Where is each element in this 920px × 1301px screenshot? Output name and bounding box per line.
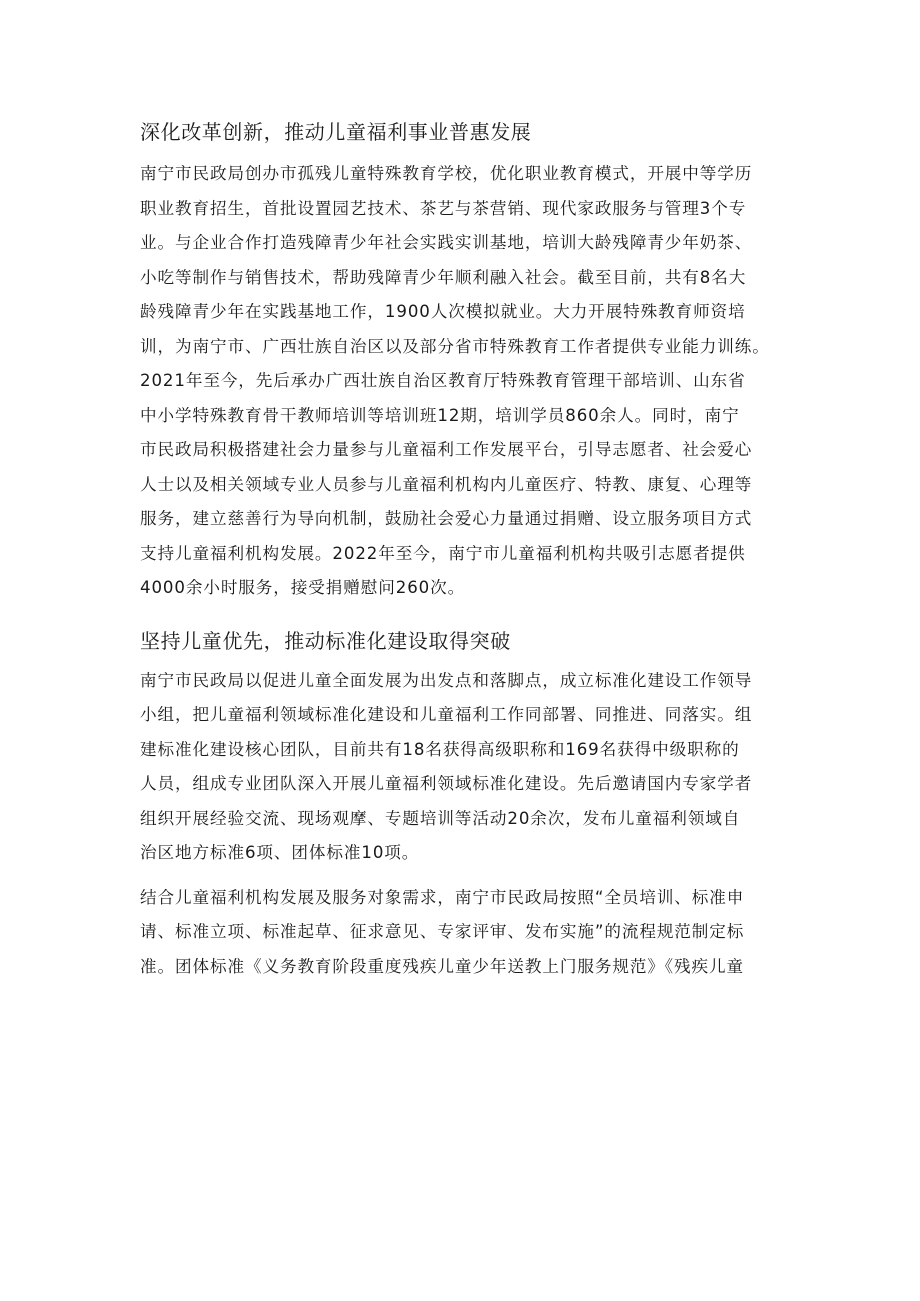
paragraph-line: 中小学特殊教育骨干教师培训等培训班12期，培训学员860余人。同时，南宁 — [140, 405, 740, 425]
body-paragraph — [140, 157, 780, 606]
paragraph-line: 小组，把儿童福利领域标准化建设和儿童福利工作同部署、同推进、同落实。组 — [140, 705, 753, 724]
paragraph-line: 龄残障青少年在实践基地工作，1900人次模拟就业。大力开展特殊教育师资培 — [140, 302, 746, 321]
paragraph-line: 请、标准立项、标准起草、征求意见、专家评审、发布实施”的流程规范制定标 — [140, 922, 745, 941]
paragraph-line: 准。团体标准《义务教育阶段重度残疾儿童少年送教上门服务规范》《残疾儿童 — [140, 956, 744, 976]
paragraph-line: 建标准化建设核心团队，目前共有18名获得高级职称和169名获得中级职称的 — [140, 739, 740, 759]
paragraph-line: 治区地方标准6项、团体标准10项。 — [140, 843, 420, 862]
body-paragraph — [140, 881, 780, 985]
paragraph-line: 服务，建立慈善行为导向机制，鼓励社会爱心力量通过捐赠、设立服务项目方式 — [140, 509, 753, 528]
section-heading: 深化改革创新，推动儿童福利事业普惠发展 — [140, 120, 532, 144]
paragraph-line: 组织开展经验交流、现场观摩、专题培训等活动20余次，发布儿童福利领域自 — [140, 808, 741, 828]
paragraph-line: 业。与企业合作打造残障青少年社会实践实训基地，培训大龄残障青少年奶茶、 — [140, 233, 753, 252]
section-heading: 坚持儿童优先，推动标准化建设取得突破 — [140, 628, 511, 653]
paragraph-line: 2021年至今，先后承办广西壮族自治区教育厅特殊教育管理干部培训、山东省 — [140, 371, 746, 390]
paragraph-line: 支持儿童福利机构发展。2022年至今，南宁市儿童福利机构共吸引志愿者提供 — [140, 543, 746, 563]
paragraph-line: 4000余小时服务，接受捐赠慰问260次。 — [140, 578, 466, 597]
paragraph-line: 人员，组成专业团队深入开展儿童福利领域标准化建设。先后邀请国内专家学者 — [140, 774, 753, 793]
document-page — [140, 113, 780, 984]
paragraph-line: 训，为南宁市、广西壮族自治区以及部分省市特殊教育工作者提供专业能力训练。 — [140, 336, 770, 356]
body-paragraph — [140, 664, 780, 871]
paragraph-line: 南宁市民政局创办市孤残儿童特殊教育学校，优化职业教育模式，开展中等学历 — [140, 164, 753, 183]
paragraph-line: 市民政局积极搭建社会力量参与儿童福利工作发展平台，引导志愿者、社会爱心 — [140, 440, 753, 459]
paragraph-line: 人士以及相关领域专业人员参与儿童福利机构内儿童医疗、特教、康复、心理等 — [140, 474, 753, 494]
paragraph-line: 结合儿童福利机构发展及服务对象需求，南宁市民政局按照“全员培训、标准申 — [140, 887, 745, 907]
paragraph-line: 职业教育招生，首批设置园艺技术、茶艺与茶营销、现代家政服务与管理3个专 — [140, 198, 747, 218]
paragraph-line: 小吃等制作与销售技术，帮助残障青少年顺利融入社会。截至目前，共有8名大 — [140, 267, 747, 287]
paragraph-line: 南宁市民政局以促进儿童全面发展为出发点和落脚点，成立标准化建设工作领导 — [140, 670, 753, 690]
